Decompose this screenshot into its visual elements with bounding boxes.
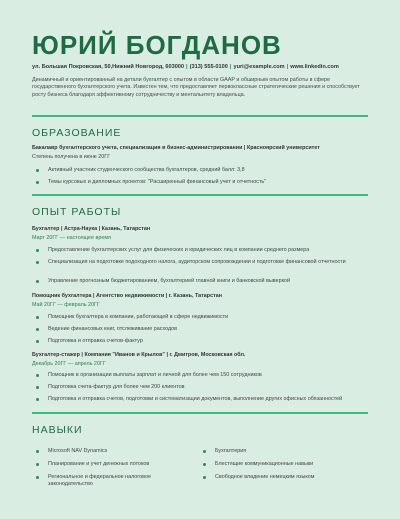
divider	[32, 115, 368, 117]
bullet-icon	[36, 316, 39, 319]
bullet-icon	[36, 249, 39, 252]
skill-item: Свободное владение немецким языком	[215, 474, 315, 480]
contact-email[interactable]: yuri@example.com	[233, 64, 285, 70]
job-header: Бухгалтер-стажер | Компания "Иванов и Крылов" | г. Дмитров, Московская обл.	[32, 352, 246, 358]
bullet-icon	[36, 280, 39, 283]
job-bullet: Подготовка счета-фактур для более чем 200 клиентов	[48, 384, 185, 390]
job-bullet: Специализация на подготовке подоходного налога, аудиторском сопровождении и подготовке финансовой отчетности	[48, 259, 346, 265]
job-bullet: Предоставление бухгалтерских услуг для физических и юридических лиц в компании среднего размера	[48, 247, 310, 253]
contact-site[interactable]: www.linkedin.com	[290, 64, 339, 70]
bullet-icon	[36, 450, 39, 453]
bullet-icon	[36, 463, 39, 466]
job-header: Помощник бухгалтера | Агентство недвижимости | г. Казань, Татарстан	[32, 293, 222, 299]
bullet-icon	[36, 398, 39, 401]
section-title-education: ОБРАЗОВАНИЕ	[32, 127, 122, 139]
job-header: Бухгалтер | Астра-Наука | Казань, Татарстан	[32, 226, 151, 232]
bullet-icon	[36, 169, 39, 172]
contact-line: ул. Большая Покровская, 50,Нижний Новгород, 603000 | (313) 555-0100 | yuri@example.com | www.linkedin.com	[32, 64, 339, 70]
job-dates: Декабрь 20ГГ — апрель 20ГГ	[32, 361, 106, 367]
skill-item: Бухгалтерия	[215, 448, 247, 454]
education-bullet: Темы курсовых и дипломных проектов: "Расширенный финансовый учет и отчетность"	[48, 179, 267, 185]
job-bullet: Ведение финансовых книг, отслеживание расходов	[48, 326, 178, 332]
section-title-experience: ОПЫТ РАБОТЫ	[32, 206, 122, 218]
contact-phone: (313) 555-0100	[189, 64, 228, 70]
bullet-icon	[36, 476, 39, 479]
job-bullet: Помощник в организации выплаты зарплат и личной для более чем 150 сотрудников	[48, 372, 262, 378]
skill-item: Планирование и учет денежных потоков	[48, 461, 150, 467]
resume-name: ЮРИЙ БОГДАНОВ	[32, 30, 282, 60]
bullet-icon	[203, 450, 206, 453]
skill-item: Региональное и федеральное налоговое законодательство	[48, 474, 151, 488]
job-bullet: Подготовка и отправка счетов-фактур	[48, 338, 143, 344]
divider	[32, 194, 368, 196]
bullet-icon	[36, 340, 39, 343]
education-degree: Бакалавр бухгалтерского учета, специализация в бизнес-администрировании | Красноярский университет	[32, 145, 320, 151]
contact-address: ул. Большая Покровская, 50,Нижний Новгород, 603000	[32, 64, 185, 70]
education-date: Степень получена в июне 20ГГ	[32, 154, 111, 160]
bullet-icon	[36, 261, 39, 264]
skill-item: Microsoft NAV Dynamics	[48, 448, 108, 454]
bullet-icon	[36, 374, 39, 377]
bullet-icon	[203, 463, 206, 466]
job-dates: Март 20ГГ — настоящее время	[32, 235, 111, 241]
bullet-icon	[203, 476, 206, 479]
divider	[32, 412, 368, 414]
bullet-icon	[36, 328, 39, 331]
job-dates: Май 20ГГ — февраль 20ГГ	[32, 302, 100, 308]
job-bullet: Управление прогнозным бюджетированием, бухгалтерией главной книги и банковской выверкой	[48, 278, 291, 284]
section-title-skills: НАВЫКИ	[32, 424, 83, 436]
job-bullet: Помощник бухгалтера в компании, работающей в сфере недвижимости	[48, 314, 229, 320]
skill-item: Блестящие коммуникационные навыки	[215, 461, 314, 467]
summary-text: Динамичный и ориентированный на детали бухгалтер с опытом в области GAAP и обширным опытом работы в сфере государственного бухгалтерского учета. Известен тем, что предоставляет первоклассные стратегические решения и способствует росту бизнеса благодаря эффективному сотрудничеству и ментальитету владельца.	[32, 77, 360, 98]
bullet-icon	[36, 181, 39, 184]
job-bullet: Подготовка и отправка счетов, подготовки и систематизации документов, выполнение других офисных обязанностей	[48, 396, 343, 402]
bullet-icon	[36, 386, 39, 389]
education-bullet: Активный участник студенческого сообщества бухгалтеров, средний балл: 3,8	[48, 167, 245, 173]
